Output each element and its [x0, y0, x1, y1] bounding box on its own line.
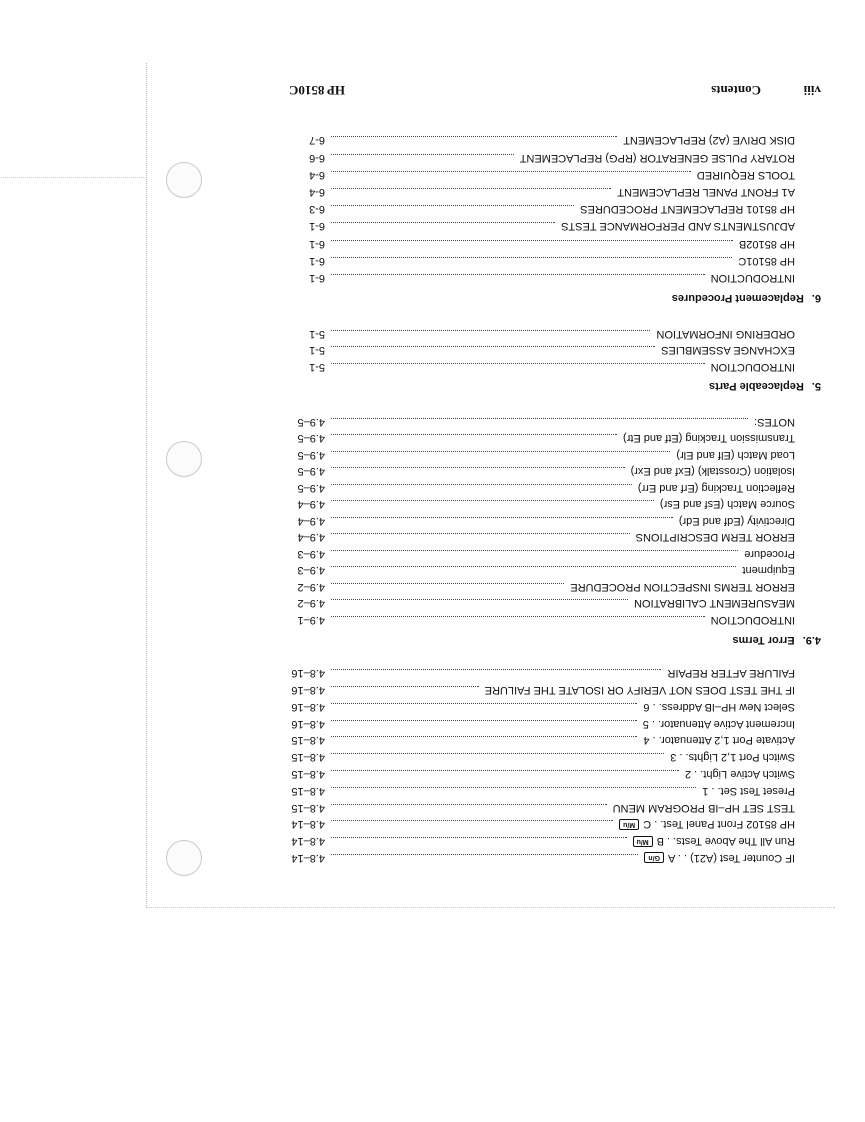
dot-leader	[331, 274, 705, 276]
section-number: 4.9.	[802, 634, 821, 646]
toc-entry	[255, 833, 795, 849]
section-title: Replaceable Parts	[709, 380, 804, 392]
dot-leader	[331, 720, 637, 722]
toc-entry	[255, 612, 795, 628]
dot-leader	[331, 753, 664, 755]
toc-entry	[255, 343, 795, 359]
toc-entry-label: Reflection Tracking (Erf and Err)	[637, 482, 795, 494]
toc-entry-label: Transmission Tracking (Etf and Etr)	[623, 432, 795, 445]
toc-entry-label: ERROR TERM DESCRIPTIONS	[635, 531, 795, 544]
dot-leader	[331, 347, 655, 349]
toc-page-number: 4.8–14	[291, 852, 325, 864]
section-heading	[709, 380, 821, 392]
dot-leader	[331, 484, 632, 486]
toc-page-number: 4.8–15	[291, 734, 325, 747]
toc-entry	[255, 480, 795, 496]
toc-entry	[255, 253, 795, 269]
dot-leader	[331, 205, 574, 207]
dot-leader	[331, 616, 705, 618]
toc-page-number: 4.8–14	[291, 835, 325, 848]
toc-entry	[255, 447, 795, 463]
toc-entry-label: HP 85101C	[738, 254, 795, 267]
toc-entry-label: IF THE TEST DOES NOT VERIFY OR ISOLATE THE FAILURE	[484, 684, 795, 696]
toc-page-number: 4.9–5	[297, 416, 325, 428]
toc-entry-label: ERROR TERMS INSPECTION PROCEDURE	[570, 581, 795, 593]
dot-leader	[331, 600, 628, 602]
toc-entry-label: INTRODUCTION	[710, 361, 795, 373]
toc-entry	[255, 732, 795, 748]
toc-entry	[255, 464, 795, 480]
toc-entry	[255, 665, 795, 681]
section-number: 5.	[811, 380, 821, 392]
dot-leader	[331, 363, 705, 365]
toc-entry	[255, 359, 795, 375]
toc-entry	[255, 167, 795, 183]
toc-entry-label: INTRODUCTION	[710, 614, 795, 626]
toc-entry-label: HP 85101 REPLACEMENT PROCEDURES	[580, 203, 795, 216]
dot-leader	[331, 257, 732, 259]
toc-page-number: 4.9–2	[297, 581, 325, 593]
toc-entry	[255, 563, 795, 579]
section-title: Error Terms	[732, 634, 795, 646]
dot-leader	[331, 136, 617, 138]
toc-entry-label: ORDERING INFORMATION	[656, 328, 795, 340]
toc-entry	[255, 783, 795, 799]
dot-leader	[331, 837, 627, 839]
toc-entry-label: FAILURE AFTER REPAIR	[667, 667, 795, 680]
toc-page-number: 4.8–15	[291, 768, 325, 780]
section-heading	[732, 634, 821, 646]
toc-entry	[255, 716, 795, 732]
dot-leader	[331, 736, 637, 738]
toc-page-number: 4.8–16	[291, 717, 325, 730]
toc-entry-label: NOTES:	[754, 416, 795, 428]
toc-entry-label: DISK DRIVE (A2) REPLACEMENT	[623, 134, 795, 147]
toc-entry-label: TEST SET HP–IB PROGRAM MENU	[612, 801, 795, 814]
manual-title: HP 8510C	[289, 83, 345, 98]
toc-entry-label: HP 85102 Front Panel Test. . C	[643, 818, 795, 831]
dot-leader	[331, 703, 637, 705]
section-heading	[672, 292, 821, 304]
toc-entry	[255, 497, 795, 513]
toc-page-number: 6-4	[309, 168, 325, 181]
toc-entry	[255, 546, 795, 562]
toc-entry	[255, 579, 795, 595]
toc-page-number: 4.9–1	[297, 614, 325, 626]
dot-leader	[331, 770, 679, 772]
dot-leader	[331, 517, 673, 519]
dot-leader	[331, 418, 748, 420]
toc-page-number: 4.8–14	[291, 818, 325, 831]
binder-hole	[166, 441, 202, 477]
toc-entry	[255, 749, 795, 765]
toc-entry	[255, 682, 795, 698]
toc-page-number: 4.9–5	[297, 432, 325, 445]
toc-entry-label: Source Match (Esf and Esr)	[659, 498, 795, 511]
section-number: 6.	[811, 292, 821, 304]
toc-page-number: 4.8–15	[291, 801, 325, 814]
page-edge	[146, 63, 147, 908]
toc-page-number: 4.8–15	[291, 784, 325, 797]
toc-page-number: 4.9–3	[297, 548, 325, 560]
toc-page-number: 4.9–2	[297, 597, 325, 610]
dot-leader	[331, 583, 564, 585]
dot-leader	[331, 222, 555, 224]
dot-leader	[331, 501, 654, 503]
toc-page-number: 5-1	[309, 361, 325, 373]
softkey-icon: G/n	[644, 853, 664, 864]
toc-page-number: 4.9–4	[297, 531, 325, 544]
toc-page-number: 4.9–5	[297, 465, 325, 478]
dot-leader	[331, 669, 661, 671]
toc-page-number: 4.9–4	[297, 515, 325, 527]
dot-leader	[331, 550, 738, 552]
toc-entry-label: ADJUSTMENTS AND PERFORMANCE TESTS	[561, 220, 795, 233]
toc-entry	[255, 326, 795, 342]
toc-entry-label: Isolation (Crosstalk) (Exf and Exr)	[630, 465, 795, 478]
page-edge	[147, 907, 835, 908]
toc-entry-label: Switch Port 1,2 Lights. . 3	[670, 751, 795, 764]
dot-leader	[331, 188, 611, 190]
toc-entry-label: Procedure	[744, 548, 795, 560]
toc-entry-label: EXCHANGE ASSEMBLIES	[661, 344, 795, 357]
dot-leader	[331, 240, 733, 242]
toc-page-number: 6-1	[309, 272, 325, 284]
toc-entry-label: ROTARY PULSE GENERATOR (RPG) REPLACEMENT	[519, 151, 795, 164]
toc-entry-label: MEASUREMENT CALIBRATION	[634, 597, 795, 610]
toc-entry	[255, 184, 795, 200]
page-edge	[0, 177, 147, 178]
toc-entry-label: Directivity (Edf and Edr)	[678, 515, 795, 527]
toc-entry	[255, 414, 795, 430]
toc-page-number: 4.8–16	[291, 700, 325, 713]
toc-entry-label: Activate Port 1,2 Attenuator. . 4	[643, 734, 795, 747]
toc-page-number: 4.9–5	[297, 449, 325, 461]
toc-entry	[255, 816, 795, 832]
page-number: viii	[803, 83, 821, 98]
toc-page-number: 6-4	[309, 186, 325, 198]
softkey-icon: M/u	[633, 836, 653, 847]
dot-leader	[331, 435, 617, 437]
dot-leader	[331, 787, 696, 789]
toc-entry	[255, 513, 795, 529]
toc-page-number: 4.9–3	[297, 564, 325, 577]
toc-entry	[255, 431, 795, 447]
toc-page-number: 6-1	[309, 237, 325, 250]
toc-entry	[255, 766, 795, 782]
toc-page-number: 4.8–15	[291, 751, 325, 764]
dot-leader	[331, 804, 607, 806]
dot-leader	[331, 534, 630, 536]
toc-page-number: 4.8–16	[291, 684, 325, 696]
toc-entry-label: IF Counter Test (A21) . . A	[668, 852, 795, 864]
toc-entry-label: Run All The Above Tests. . B	[656, 835, 795, 848]
toc-entry	[255, 132, 795, 148]
toc-page-number: 6-1	[309, 220, 325, 233]
dot-leader	[331, 468, 625, 470]
binder-hole	[166, 162, 202, 198]
toc-entry-label: TOOLS REQUIRED	[696, 168, 795, 181]
softkey-icon: M/u	[619, 819, 639, 830]
toc-page-number: 5-1	[309, 328, 325, 340]
toc-entry-label: Select New HP–IB Address. . 6	[643, 700, 795, 713]
toc-entry-label: INTRODUCTION	[710, 272, 795, 284]
toc-page-number: 6-1	[309, 254, 325, 267]
toc-entry	[255, 150, 795, 166]
toc-page-number: 6-3	[309, 203, 325, 216]
toc-entry	[255, 236, 795, 252]
toc-entry-label: Preset Test Set. . 1	[702, 784, 795, 797]
toc-page-number: 4.9–5	[297, 482, 325, 494]
toc-page-number: 6-7	[309, 134, 325, 147]
toc-entry	[255, 596, 795, 612]
dot-leader	[331, 154, 514, 156]
dot-leader	[331, 854, 638, 856]
dot-leader	[331, 171, 691, 173]
toc-entry	[255, 800, 795, 816]
dot-leader	[331, 330, 650, 332]
toc-page-number: 6-6	[309, 151, 325, 164]
toc-entry-label: A1 FRONT PANEL REPLACEMENT	[617, 186, 795, 198]
toc-page-number: 4.8–16	[291, 667, 325, 680]
toc-entry	[255, 201, 795, 217]
dot-leader	[331, 686, 479, 688]
toc-entry	[255, 218, 795, 234]
dot-leader	[331, 451, 670, 453]
page-title: Contents	[711, 83, 761, 98]
toc-entry-label: HP 85102B	[738, 237, 795, 250]
toc-entry-label: Load Match (Elf and Elr)	[676, 449, 795, 461]
dot-leader	[331, 820, 613, 822]
toc-entry-label: Equipment	[742, 564, 795, 577]
binder-hole	[166, 840, 202, 876]
toc-page-number: 5-1	[309, 344, 325, 357]
toc-entry-label: Switch Active Light. . 2	[684, 768, 795, 780]
toc-entry	[255, 270, 795, 286]
toc-page-number: 4.9–4	[297, 498, 325, 511]
section-title: Replacement Procedures	[671, 292, 804, 304]
toc-entry	[255, 530, 795, 546]
dot-leader	[331, 567, 736, 569]
toc-entry-label: Increment Active Attenuator. . 5	[642, 717, 795, 730]
toc-entry	[255, 850, 795, 866]
toc-entry	[255, 699, 795, 715]
